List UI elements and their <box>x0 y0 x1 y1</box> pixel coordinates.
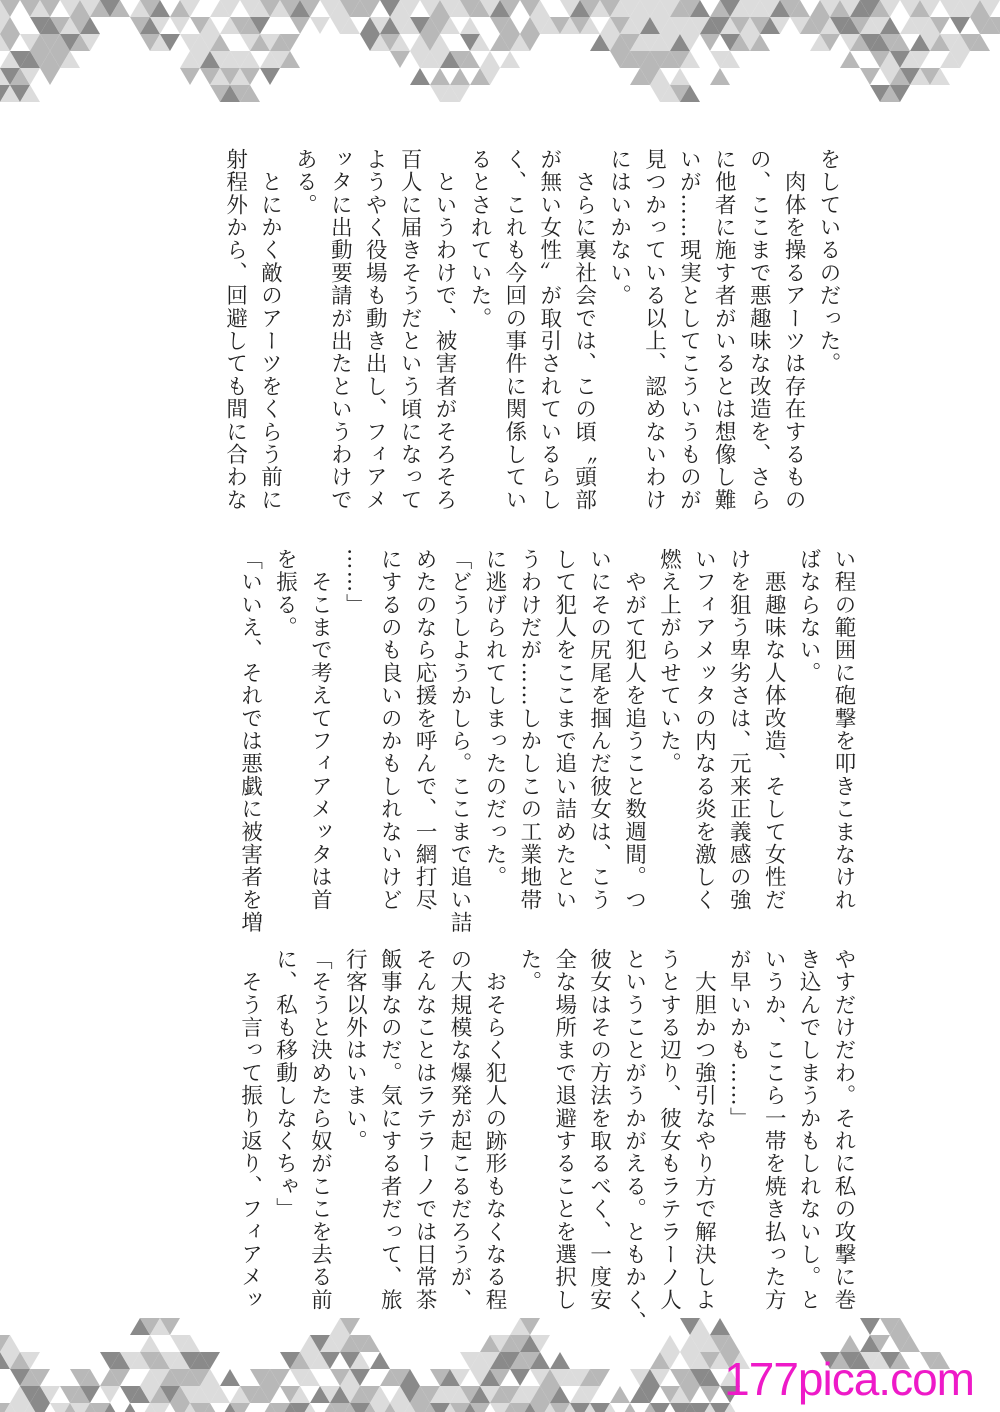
decorative-triangle <box>610 1386 630 1403</box>
decorative-triangle <box>500 51 520 68</box>
text-block-middle: い程の範囲に砲撃を叩きこまなけれ ばならない。 悪趣味な人体改造、そして女性だ けを狙う卑劣さは、元来正義感の強 いフィアメッタの内なる炎を激しく 燃え上がらせていた。 やがて犯人を追うこと数週間。つ いにその尻尾を掴んだ彼女は、こう して犯人をここまで追い詰めたとい うわけだが……しかしこの工業地帯 に逃げられてしまったのだった。 「どうしようかしら。ここまで追い詰 めたのなら応援を呼んで、一網打尽 にするのも良いのかもしれないけど ……」 そこまで考えてフィアメッタは首 を振る。 「いいえ、それでは悪戯に被害者を増 <box>237 548 856 934</box>
site-watermark: 177pica.com <box>724 1353 974 1405</box>
decorative-triangle <box>840 51 860 68</box>
decorative-triangle <box>840 1335 860 1352</box>
decorative-triangle <box>290 17 310 34</box>
decorative-triangle <box>120 1403 140 1412</box>
decorative-triangle <box>100 1386 120 1403</box>
decorative-triangle <box>140 1335 160 1352</box>
decorative-triangle <box>700 34 720 51</box>
decorative-triangle <box>390 51 410 68</box>
decorative-triangle <box>710 68 730 85</box>
decorative-triangle <box>620 1403 640 1412</box>
decorative-triangle <box>310 17 330 34</box>
decorative-triangle <box>480 51 500 68</box>
decorative-triangle <box>510 1369 530 1386</box>
top-triangle-border <box>0 0 1000 112</box>
triangle-pattern-top <box>0 0 1000 112</box>
decorative-triangle <box>670 68 690 85</box>
decorative-triangle <box>370 1352 390 1369</box>
text-block-bottom: やすだけだわ。それに私の攻撃に巻 き込んでしまうかもしれないし。と いうか、ここら一帯を焼き払った方 が早いかも……」 大胆かつ強引なやり方で解決しよ うとする辺り、彼女もラテラーノ人 ということがうかがえる。ともかく、 彼女はその方法を取るべく、一度安 全な場所まで退避することを選択し た。 おそらく犯人の跡形もなくなる程 の大規模な爆発が起こるだろうが、 そんなことはラテラーノでは日常茶 飯事なのだ。気にする者だって、旅 行客以外はいまい。 「そうと決めたら奴がここを去る前 に、私も移動しなくちゃ」 そう言って振り返り、フィアメッ <box>237 948 856 1334</box>
decorative-triangle <box>180 68 200 85</box>
decorative-triangle <box>860 68 880 85</box>
decorative-triangle <box>550 1352 570 1369</box>
decorative-triangle <box>40 68 60 85</box>
decorative-triangle <box>170 17 190 34</box>
decorative-triangle <box>950 17 970 34</box>
decorative-triangle <box>700 1386 720 1403</box>
decorative-triangle <box>430 68 450 85</box>
decorative-triangle <box>220 1369 240 1386</box>
decorative-triangle <box>410 68 430 85</box>
decorative-triangle <box>460 17 480 34</box>
decorative-triangle <box>260 68 280 85</box>
decorative-triangle <box>450 68 470 85</box>
text-block-top: をしているのだった。 肉体を操るアーツは存在するもの の、ここまで悪趣味な改造を、さら に他者に施す者がいるとは想像し難 いが……現実としてこういうものが 見つかっている以上、認めないわけ にはいかない。 さらに裏社会では、この頃〝頭部 が無い女性〟が取引されているらし く、これも今回の事件に関係してい るとされていた。 というわけで、被害者がそろそろ 百人に届きそうだという頃になって ようやく役場も動き出し、フィアメ ッタに出動要請が出たというわけで ある。 とにかく敵のアーツをくらう前に 射程外から、回避しても間に合わな <box>222 148 841 512</box>
decorative-triangle <box>660 1335 680 1352</box>
decorative-triangle <box>860 1318 880 1335</box>
decorative-triangle <box>710 1318 730 1335</box>
